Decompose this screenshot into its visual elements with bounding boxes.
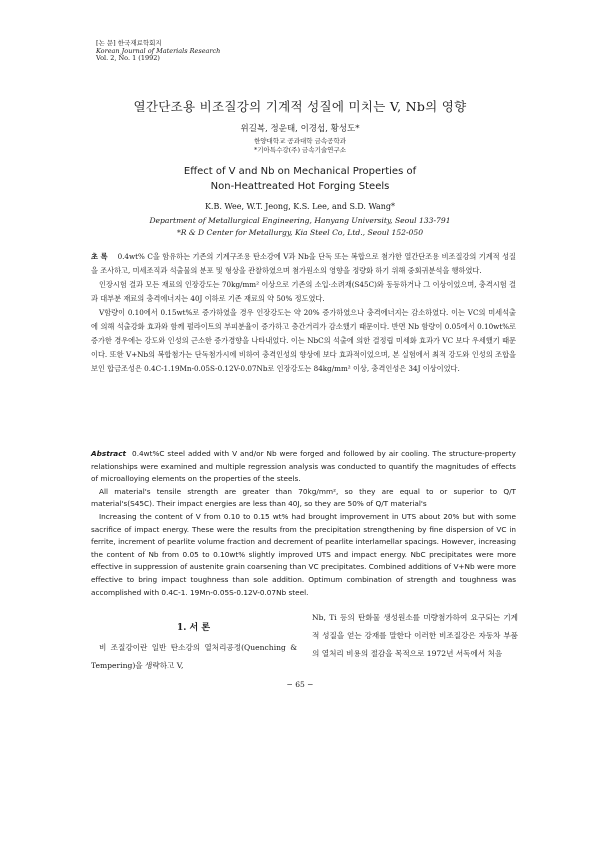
- journal-name-en: Korean Journal of Materials Research: [96, 46, 221, 55]
- intro-right-text: Nb, Ti 등의 탄화물 생성원소를 미량첨가하여 요구되는 기계적 성질을 얻는 강재를 말한다 이러한 비조질강은 자동차 부품의 열처리 비용의 절감을 목적으로 1972년 서독에서 처음: [312, 613, 518, 658]
- abstract-korean-p2: 인장시험 결과 모든 재료의 인장강도는 70kg/mm² 이상으로 기존의 소입·소려재(S45C)와 동등하거나 그 이상이었으며, 충격시험 결과 대부분 재료의 충격에너지는 40J 이하로 기존 재료의 약 50% 정도였다.: [91, 280, 516, 303]
- abstract-english-p3: Increasing the content of V from 0.10 to 0.15 wt% had brought improvement in UTS about 20% but with some sacrifice of impact energy. These were the results from the precipitation strengthening by fine dispersion of VC in ferrite, increment of pearlite volume fraction and decrement of pearlite interlamellar spacings. However, increasing the content of Nb from 0.05 to 0.10wt% slightly improved UTS and impact energy. NbC precipitates were more effective in suppression of austenite grain coarsening than VC precipitates. Combined additions of V+Nb were more effective to bring impact toughness than sole addition. Optimum combination of strength and toughness was accomplished with 0.4C-1. 19Mn-0.05S-0.12V-0.07Nb steel.: [91, 511, 516, 597]
- paper-title-korean: 열간단조용 비조질강의 기계적 성질에 미치는 V, Nb의 영향: [133, 99, 467, 114]
- section-heading-introduction: 1. 서 론: [176, 623, 211, 633]
- affiliation-korean: [0, 137, 600, 154]
- affiliation-english: [0, 215, 600, 239]
- journal-header: [96, 40, 220, 63]
- paper-title-english: [0, 164, 600, 194]
- intro-left-text: 비 조질강이란 일반 탄소강의 열처리공정(Quenching & Tempering)을 생략하고 V,: [91, 643, 297, 670]
- title-en-line-1: Effect of V and Nb on Mechanical Properties of: [183, 166, 417, 177]
- abstract-korean-p1: [91, 250, 516, 278]
- intro-left-column: [91, 639, 297, 675]
- intro-right-column: [312, 609, 518, 663]
- affiliation-korean-1: 한양대학교 공과대학 금속공학과: [253, 137, 347, 145]
- abstract-english-p2: All material's tensile strength are greater than 70kg/mm², so they are equal to or superior to Q/T material's(S45C). Their impact energies are less than 40J, so they are 50% of Q/T material's: [91, 486, 516, 509]
- page-number: − 65 −: [286, 680, 314, 689]
- abstract-korean: [91, 250, 516, 376]
- authors-english: K.B. Wee, W.T. Jeong, K.S. Lee, and S.D. Wang*: [204, 202, 396, 211]
- title-en-line-2: Non-Heattreated Hot Forging Steels: [210, 181, 390, 192]
- abstract-korean-text-1: 0.4wt% C을 함유하는 기존의 기계구조용 탄소강에 V과 Nb을 단독 또는 복합으로 첨가한 열간단조용 비조질강의 기계적 성질을 조사하고, 미세조직과 석출물의 분포 및 형상을 관찰하였으며 첨가원소의 영향을 정량화 하기 위해 중회귀분석을 행하였다.: [91, 252, 516, 275]
- abstract-english-text-1: 0.4wt%C steel added with V and/or Nb were forged and followed by air cooling. The structure-property relationships were examined and multiple regression analysis was conducted to quantify the magnitudes of effects of microalloying elements on the properties of the steels.: [91, 449, 516, 484]
- abstract-korean-label: 초 록: [91, 252, 108, 261]
- affiliation-korean-2: *기아특수강(주) 금속기술연구소: [253, 145, 346, 154]
- affiliation-english-2: *R & D Center for Metallurgy, Kia Steel Co, Ltd., Seoul 152-050: [176, 228, 424, 237]
- abstract-korean-p3: V함량이 0.10에서 0.15wt%로 증가하였을 경우 인장강도는 약 20% 증가하였으나 충격에너지는 감소하였다. 이는 VC의 미세석출에 의해 석출강화 효과와 함께 펄라이트의 부피분율이 증가하고 층간거리가 감소했기 때문이다. 반면 Nb 함량이 0.05에서 0.10wt%로 증가한 경우에는 강도와 인성의 근소한 증가경향을 나타내었다. 이는 NbC의 석출에 의한 결정립 미세화 효과가 VC 보다 우세했기 때문이다. 또한 V+Nb의 복합첨가는 단독첨가시에 비하여 충격인성의 향상에 보다 효과적이었으며, 본 실험에서 최적 강도와 인성의 조합을 보인 합금조성은 0.4C-1.19Mn-0.05S-0.12V-0.07Nb로 인장강도는 84kg/mm² 이상, 충격인성은 34J 이상이었다.: [91, 308, 516, 373]
- affiliation-english-1: Department of Metallurgical Engineering, Hanyang University, Seoul 133-791: [149, 216, 451, 225]
- abstract-english-p1: [91, 448, 516, 486]
- journal-volume: Vol. 2, No. 1 (1992): [96, 54, 160, 63]
- abstract-english: [91, 448, 516, 599]
- journal-category: [논 문] 한국재료학회지: [96, 39, 162, 47]
- abstract-english-label: Abstract: [91, 449, 127, 458]
- authors-korean: 위길복, 정운태, 이경섭, 황성도*: [240, 124, 360, 134]
